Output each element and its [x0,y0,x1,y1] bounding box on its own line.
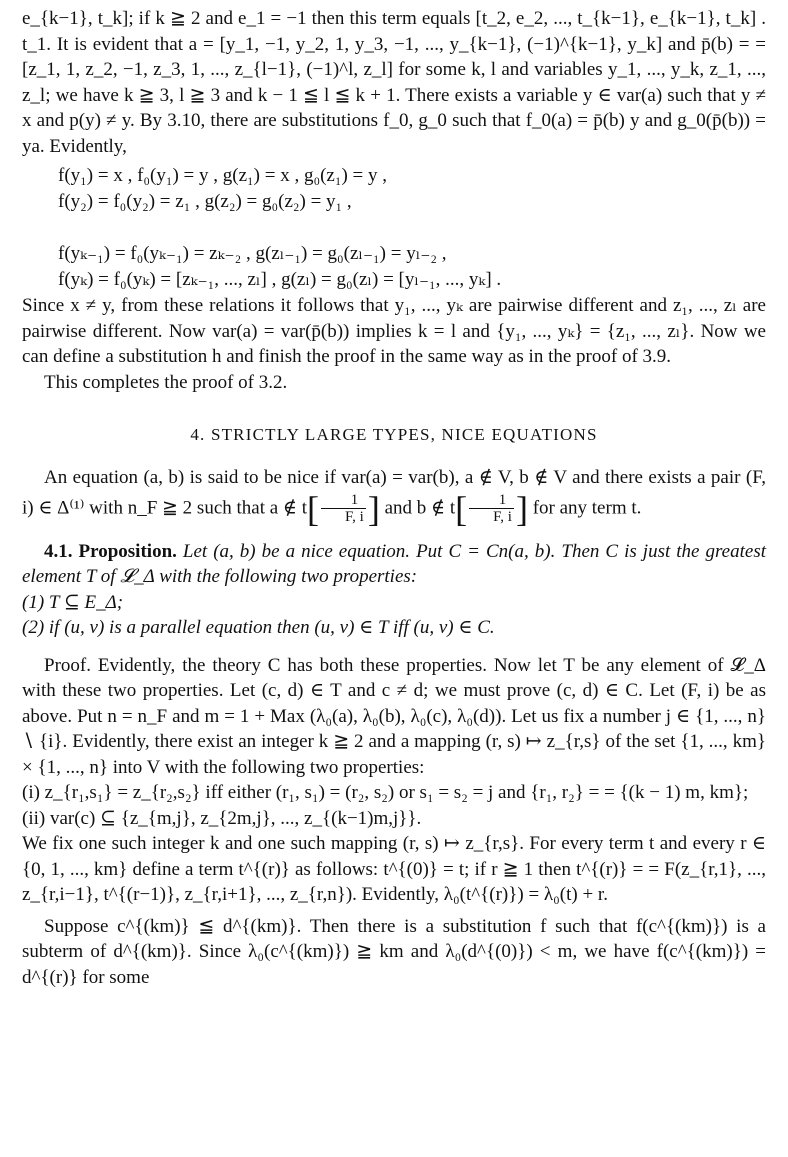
equation-line-3: f(yₖ₋₁) = f₀(yₖ₋₁) = zₖ₋₂ , g(zₗ₋₁) = g₀(zₗ₋₁) = yₗ₋₂ , [58,243,447,264]
bracket-open-1: [ [307,488,320,529]
bracket-close-1: ] [367,488,380,529]
proof-paragraph-3: Suppose c^{(km)} ≦ d^{(km)}. Then there is a substitution f such that f(c^{(km)}) is a subterm of d^{(km)}. Since λ₀(c^{(km)}) ≧ km and λ₀(d^{(0)}) < m, we have f(c^{(km)}) = d^{(r)} for some [22,915,766,988]
fraction-1-den: F, i [345,509,364,525]
bracket-open-2: [ [455,488,468,529]
proof-paragraph-2: We fix one such integer k and one such mapping (r, s) ↦ z_{r,s}. For every term t and every r ∈ {0, 1, ..., km} define a term t^{(r)} as follows: t^{(0)} = t; if r ≧ 1 then t^{(r)} = = F(z_{r,1}, ..., z_{r,i−1}, t^{(r−1)}, z_{r,i+1}, ..., z_{r,n}). Evidently, λ₀(t^{(r)}) = λ₀(t) + r. [22,833,766,905]
equation-line-2: f(y₂) = f₀(y₂) = z₁ , g(z₂) = g₀(z₂) = y₁ , [58,191,352,212]
fraction-1 [321,492,366,525]
paragraph-continuation: e_{k−1}, t_k]; if k ≧ 2 and e_1 = −1 then this term equals [t_2, e_2, ..., t_{k−1}, e_{k−1}, t_k] . t_1. It is evident that a = [y_1, −1, y_2, 1, y_3, −1, ..., y_{k−1}, (−1)^{k−1}, y_k] and p̄(b) = = [z_1, 1, z_2, −1, z_3, 1, ..., z_{l−1}, (−1)^l, z_l] for some k, l and variables y_1, ..., y_k, z_1, ..., z_l; we have k ≧ 3, l ≧ 3 and k − 1 ≦ l ≦ k + 1. There exists a variable y ∈ var(a) such that y ≠ x and p(y) ≠ y. By 3.10, there are substitutions f_0, g_0 such that f_0(a) = p̄(b) y and g_0(p̄(b)) = ya. Evidently, [22,8,766,157]
proposition-text: Let (a, b) be a nice equation. Put C = Cn(a, b). Then C is just the greatest element T of 𝓛_Δ with the following two properties: [22,540,766,587]
paragraph-since: Since x ≠ y, from these relations it follows that y₁, ..., yₖ are pairwise different and z₁, ..., zₗ are pairwise different. Now var(a) = var(p̄(b)) implies k = l and {y₁, ..., yₖ} = {z₁, ..., zₗ}. Now we can define a substitution h and finish the proof in the same way as in the proof of 3.9. [22,295,766,367]
fraction-2-den: F, i [493,509,512,525]
fraction-1-num: 1 [321,492,366,509]
proposition-item-1: (1) T ⊆ E_Δ; [22,591,124,613]
proposition-4-1 [22,539,766,590]
proof-paragraph-1: Proof. Evidently, the theory C has both these properties. Now let T be any element of 𝓛_Δ with these two properties. Let (c, d) ∈ T and c ≠ d; we must prove (c, d) ∈ C. Let (F, i) be as above. Put n = n_F and m = 1 + Max (λ₀(a), λ₀(b), λ₀(c), λ₀(d)). Let us fix a number j ∈ {1, ..., n} ∖ {i}. Evidently, there exist an integer k ≧ 2 and a mapping (r, s) ↦ z_{r,s} of the set {1, ..., km} × {1, ..., n} into V with the following two properties: [22,654,766,778]
section-heading: 4. STRICTLY LARGE TYPES, NICE EQUATIONS [190,425,598,444]
proof-item-i: (i) z_{r₁,s₁} = z_{r₂,s₂} iff either (r₁, s₁) = (r₂, s₂) or s₁ = s₂ = j and {r₁, r₂} = = {(k − 1) m, km}; [22,782,749,803]
proposition-item-2: (2) if (u, v) is a parallel equation then (u, v) ∈ T iff (u, v) ∈ C. [22,617,495,638]
paragraph-completes: This completes the proof of 3.2. [44,371,288,393]
proof-item-ii: (ii) var(c) ⊆ {z_{m,j}, z_{2m,j}, ..., z_{(k−1)m,j}}. [22,807,422,829]
equation-line-1: f(y₁) = x , f₀(y₁) = y , g(z₁) = x , g₀(z₁) = y , [58,165,387,186]
bracket-close-2: ] [515,488,528,529]
definition-text-a: An equation (a, b) is said to be nice if var(a) = var(b), a ∉ V, b ∉ V and there exists a pair (F, i) ∈ Δ⁽¹⁾ with n_F ≧ 2 such that a ∉ t [22,467,766,518]
definition-text-b: and b ∉ t [379,496,456,518]
equation-line-4: f(yₖ) = f₀(yₖ) = [zₖ₋₁, ..., zₗ] , g(zₗ) = g₀(zₗ) = [yₗ₋₁, ..., yₖ] . [58,269,502,290]
definition-nice-equation [22,465,766,527]
definition-text-c: for any term t. [527,496,642,518]
fraction-2-num: 1 [469,492,514,509]
fraction-2 [469,492,514,525]
proposition-label: 4.1. Proposition. [44,540,177,562]
